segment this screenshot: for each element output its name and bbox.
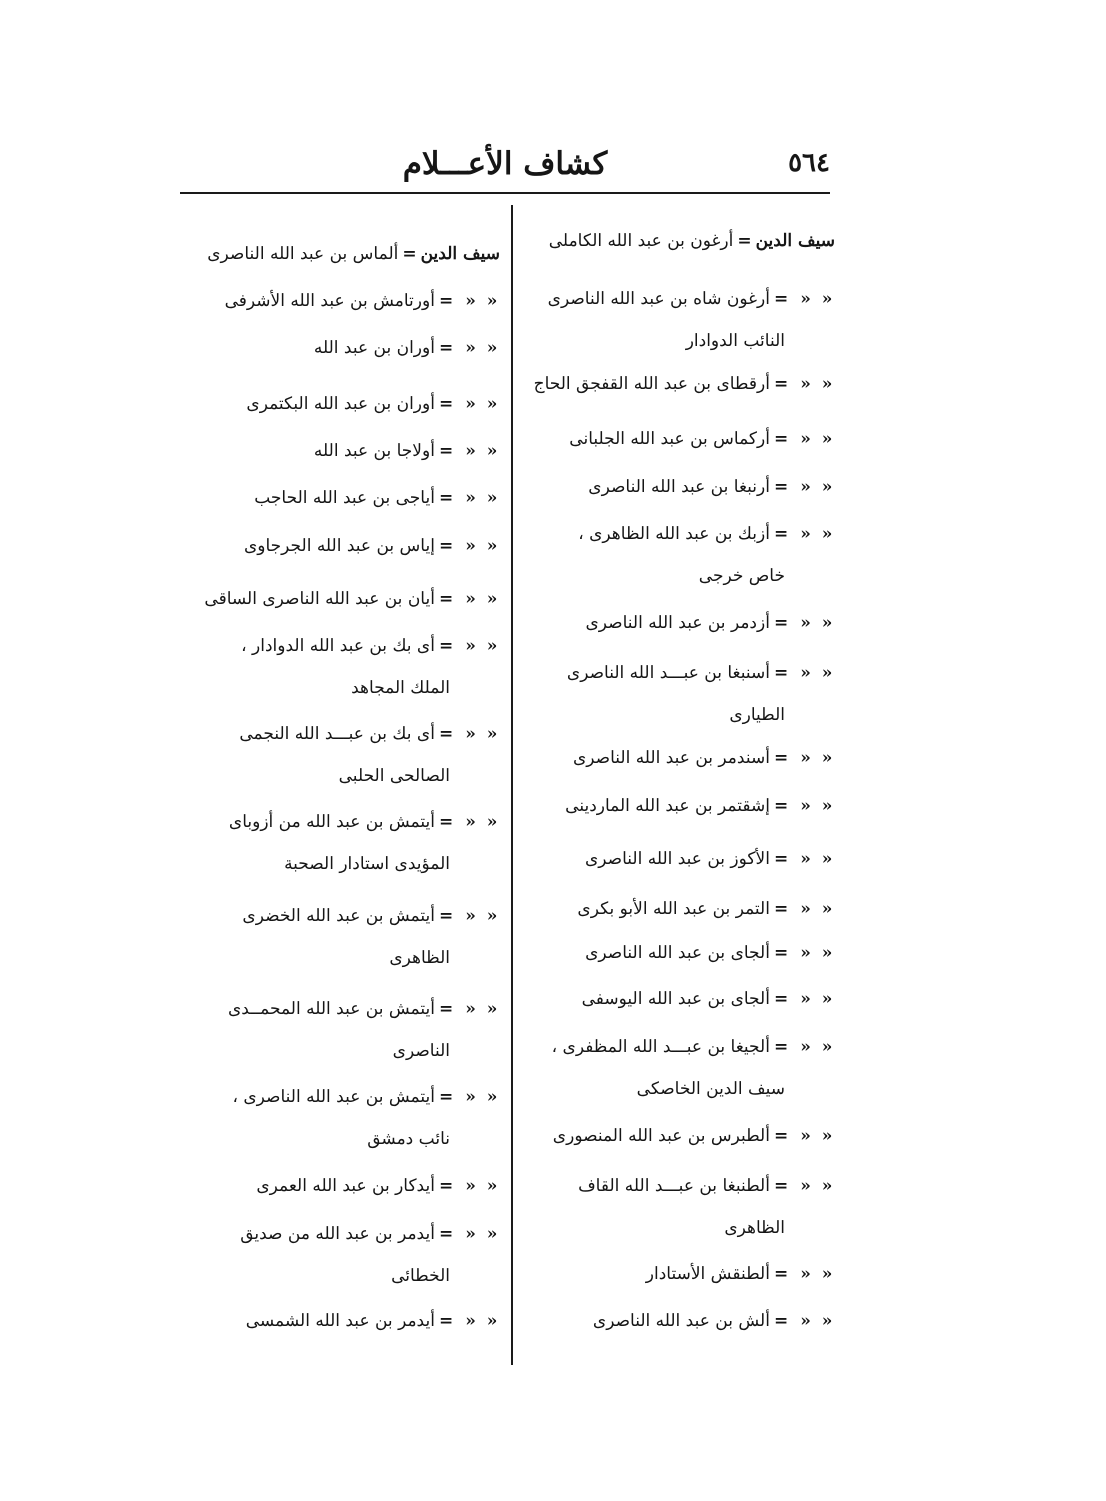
index-entry [190,393,500,415]
entry-line [190,337,500,359]
index-entry [190,535,500,557]
ditto-mark: « [486,441,498,461]
index-entry [525,476,835,498]
entry-line [190,811,500,833]
ditto-mark: « [800,1311,811,1331]
ditto-mark: « [800,429,811,449]
entry-line [190,723,500,745]
entry-dash: = [402,244,417,264]
entry-line [525,1310,835,1332]
ditto-mark: « [800,1176,811,1196]
entry-continuation: النائب الدوادار [685,331,785,351]
index-entry [525,288,835,352]
entry-line [525,1263,835,1285]
index-entry [190,440,500,462]
ditto-mark: « [800,1126,811,1146]
ditto-mark: « [486,291,498,311]
ditto-mark: « [821,429,833,449]
entry-continuation: الخطائى [391,1266,450,1286]
entry-name: أسنبغا بن عبـــد الله الناصرى [566,663,770,683]
ditto-mark: « [486,1087,498,1107]
entry-line [525,1175,835,1197]
index-entry [525,662,835,726]
ditto-mark: « [465,441,476,461]
entry-name: إشقتمر بن عبد الله الماردينى [565,796,770,816]
entry-name: ألجاى بن عبد الله اليوسفى [581,989,770,1009]
index-entry [190,588,500,610]
entry-name: ألجاى بن عبد الله الناصرى [585,943,770,963]
entry-line [525,898,835,920]
entry-line [190,243,500,265]
entry-name: أيتمش بن عبد الله من أزوباى [228,812,435,832]
entry-dash: = [773,1264,789,1284]
entry-name: أيدكار بن عبد الله العمرى [256,1176,435,1196]
index-entry [525,1175,835,1239]
index-entry [525,988,835,1010]
entry-dash: = [773,899,789,919]
index-entry [525,230,835,252]
index-entry [190,1175,500,1197]
ditto-mark: « [821,613,833,633]
index-entry [190,1223,500,1287]
entry-name: ألطبرس بن عبد الله المنصورى [552,1126,770,1146]
entry-dash: = [773,989,789,1009]
ditto-mark: « [821,1037,833,1057]
index-entry [525,373,835,395]
ditto-mark: « [486,488,498,508]
entry-line [190,1175,500,1197]
ditto-mark: « [486,812,498,832]
ditto-mark: « [465,1311,476,1331]
entry-dash: = [438,291,454,311]
entry-line [525,373,835,395]
entry-continuation: الصالحى الحلبى [338,766,450,786]
index-entry [190,337,500,359]
entry-continuation: سيف الدين الخاصكى [636,1079,785,1099]
entry-dash: = [438,1087,454,1107]
ditto-mark: « [465,338,476,358]
entry-prefix: سيف الدين [420,244,500,264]
entry-name: أيتمش بن عبد الله الخضرى [242,906,435,926]
index-entry [190,1086,500,1150]
ditto-mark: « [486,536,498,556]
index-entry [525,1310,835,1332]
index-entry [525,523,835,587]
index-entry [525,898,835,920]
ditto-mark: « [800,613,811,633]
page-number: ٥٦٤ [788,148,830,178]
entry-dash: = [773,613,789,633]
ditto-mark: « [800,796,811,816]
entry-name: أياجى بن عبد الله الحاجب [254,488,435,508]
entry-dash: = [737,231,752,251]
entry-line [190,998,500,1020]
ditto-mark: « [800,1264,811,1284]
ditto-mark: « [821,989,833,1009]
entry-name: أيدمر بن عبد الله الشمسى [245,1311,435,1331]
entry-name: ألطنقش الأستادار [645,1264,770,1284]
entry-name: أيان بن عبد الله الناصرى الساقى [204,589,435,609]
ditto-mark: « [465,636,476,656]
entry-name: أى بك بن عبـــد الله النجمى [239,724,435,744]
index-entry [190,1310,500,1332]
entry-dash: = [773,374,789,394]
entry-line [190,440,500,462]
ditto-mark: « [486,724,498,744]
entry-dash: = [438,1224,454,1244]
entry-line [525,848,835,870]
column-divider [511,205,513,1365]
entry-dash: = [773,524,789,544]
entry-prefix: سيف الدين [755,231,835,251]
ditto-mark: « [465,488,476,508]
entry-continuation: نائب دمشق [367,1129,450,1149]
entry-line [525,1036,835,1058]
index-entry [525,1263,835,1285]
entry-name: أوران بن عبد الله [313,338,435,358]
entry-name: أيتمش بن عبد الله المحمــدى [227,999,435,1019]
entry-line [190,290,500,312]
entry-continuation: المؤيدى استادار الصحبة [284,854,450,874]
entry-name: أركماس بن عبد الله الجلبانى [569,429,770,449]
ditto-mark: « [800,899,811,919]
ditto-mark: « [800,1037,811,1057]
entry-dash: = [438,338,454,358]
entry-continuation: الطيارى [729,705,785,725]
entry-continuation: الظاهرى [389,948,450,968]
ditto-mark: « [800,374,811,394]
ditto-mark: « [486,1176,498,1196]
ditto-mark: « [486,906,498,926]
entry-dash: = [773,849,789,869]
index-entry [190,290,500,312]
ditto-mark: « [465,999,476,1019]
entry-name: أوران بن عبد الله البكتمرى [246,394,435,414]
entry-dash: = [773,748,789,768]
ditto-mark: « [800,989,811,1009]
entry-name: أى بك بن عبد الله الدوادار ، [241,636,435,656]
entry-line [525,1125,835,1147]
ditto-mark: « [465,394,476,414]
entry-dash: = [438,1311,454,1331]
entry-dash: = [773,1176,789,1196]
entry-line [525,612,835,634]
ditto-mark: « [486,394,498,414]
entry-line [525,942,835,964]
entry-dash: = [773,796,789,816]
entry-dash: = [438,999,454,1019]
entry-dash: = [438,724,454,744]
ditto-mark: « [486,1224,498,1244]
entry-line [190,588,500,610]
ditto-mark: « [486,999,498,1019]
ditto-mark: « [800,663,811,683]
index-entry [190,998,500,1062]
ditto-mark: « [465,1087,476,1107]
entry-dash: = [438,394,454,414]
entry-dash: = [773,429,789,449]
ditto-mark: « [465,812,476,832]
entry-name: إياس بن عبد الله الجرجاوى [243,536,435,556]
ditto-mark: « [486,338,498,358]
ditto-mark: « [821,849,833,869]
entry-name: أزبك بن عبد الله الظاهرى ، [578,524,770,544]
ditto-mark: « [821,1264,833,1284]
index-entry [190,487,500,509]
ditto-mark: « [800,477,811,497]
ditto-mark: « [800,849,811,869]
entry-line [190,635,500,657]
entry-line [190,1223,500,1245]
entry-line [525,230,835,252]
entry-continuation: الناصرى [392,1041,450,1061]
ditto-mark: « [465,589,476,609]
entry-name: أرنبغا بن عبد الله الناصرى [588,477,770,497]
entry-name: أزدمر بن عبد الله الناصرى [585,613,770,633]
entry-name: أرغون بن عبد الله الكاملى [548,231,734,251]
entry-dash: = [773,1311,789,1331]
index-entry [525,612,835,634]
ditto-mark: « [821,899,833,919]
entry-dash: = [438,636,454,656]
entry-dash: = [773,663,789,683]
entry-line [190,535,500,557]
entry-line [190,1086,500,1108]
entry-dash: = [773,289,789,309]
index-entry [190,905,500,969]
entry-dash: = [438,441,454,461]
entry-line [190,905,500,927]
entry-name: ألماس بن عبد الله الناصرى [207,244,399,264]
entry-dash: = [438,1176,454,1196]
index-entry [525,428,835,450]
ditto-mark: « [821,374,833,394]
ditto-mark: « [465,291,476,311]
ditto-mark: « [465,1176,476,1196]
page-title: كشاف الأعـــلام [402,146,608,182]
entry-line [525,795,835,817]
ditto-mark: « [821,748,833,768]
entry-name: أرقطاى بن عبد الله القفجق الحاج [533,374,770,394]
index-entry [525,1036,835,1100]
entry-continuation: خاص خرجى [698,566,785,586]
entry-dash: = [438,589,454,609]
entry-name: أولاجا بن عبد الله [313,441,435,461]
ditto-mark: « [821,477,833,497]
entry-line [190,1310,500,1332]
ditto-mark: « [821,1126,833,1146]
entry-dash: = [438,488,454,508]
ditto-mark: « [465,906,476,926]
index-entry [190,243,500,265]
entry-dash: = [438,906,454,926]
entry-line [525,476,835,498]
entry-name: ألطنبغا بن عبـــد الله القاف [578,1176,770,1196]
entry-name: التمر بن عبد الله الأبو بكرى [577,899,770,919]
ditto-mark: « [821,524,833,544]
index-entry [525,942,835,964]
ditto-mark: « [821,796,833,816]
entry-name: أيتمش بن عبد الله الناصرى ، [232,1087,435,1107]
index-entry [190,811,500,875]
entry-name: ألجيغا بن عبـــد الله المظفرى ، [551,1037,770,1057]
entry-line [525,662,835,684]
index-entry [190,635,500,699]
index-entry [190,723,500,787]
entry-name: أيدمر بن عبد الله من صديق [240,1224,435,1244]
ditto-mark: « [821,663,833,683]
index-entry [525,1125,835,1147]
entry-dash: = [773,477,789,497]
ditto-mark: « [800,289,811,309]
entry-dash: = [438,812,454,832]
entry-dash: = [773,1126,789,1146]
ditto-mark: « [465,536,476,556]
entry-name: ألش بن عبد الله الناصرى [592,1311,770,1331]
ditto-mark: « [486,636,498,656]
ditto-mark: « [465,1224,476,1244]
ditto-mark: « [821,289,833,309]
entry-name: أورتامش بن عبد الله الأشرفى [224,291,435,311]
page-header [180,140,830,194]
ditto-mark: « [800,524,811,544]
entry-line [525,523,835,545]
ditto-mark: « [486,589,498,609]
entry-dash: = [773,1037,789,1057]
entry-dash: = [438,536,454,556]
index-entry [525,795,835,817]
entry-line [190,393,500,415]
ditto-mark: « [800,748,811,768]
ditto-mark: « [821,943,833,963]
entry-continuation: الملك المجاهد [351,678,450,698]
ditto-mark: « [465,724,476,744]
index-entry [525,848,835,870]
entry-name: أرغون شاه بن عبد الله الناصرى [547,289,770,309]
ditto-mark: « [821,1176,833,1196]
entry-name: الأكوز بن عبد الله الناصرى [584,849,770,869]
entry-line [190,487,500,509]
entry-name: أسندمر بن عبد الله الناصرى [572,748,770,768]
entry-dash: = [773,943,789,963]
entry-line [525,747,835,769]
entry-line [525,428,835,450]
entry-line [525,288,835,310]
index-entry [525,747,835,769]
entry-continuation: الظاهرى [724,1218,785,1238]
ditto-mark: « [800,943,811,963]
ditto-mark: « [486,1311,498,1331]
ditto-mark: « [821,1311,833,1331]
entry-line [525,988,835,1010]
